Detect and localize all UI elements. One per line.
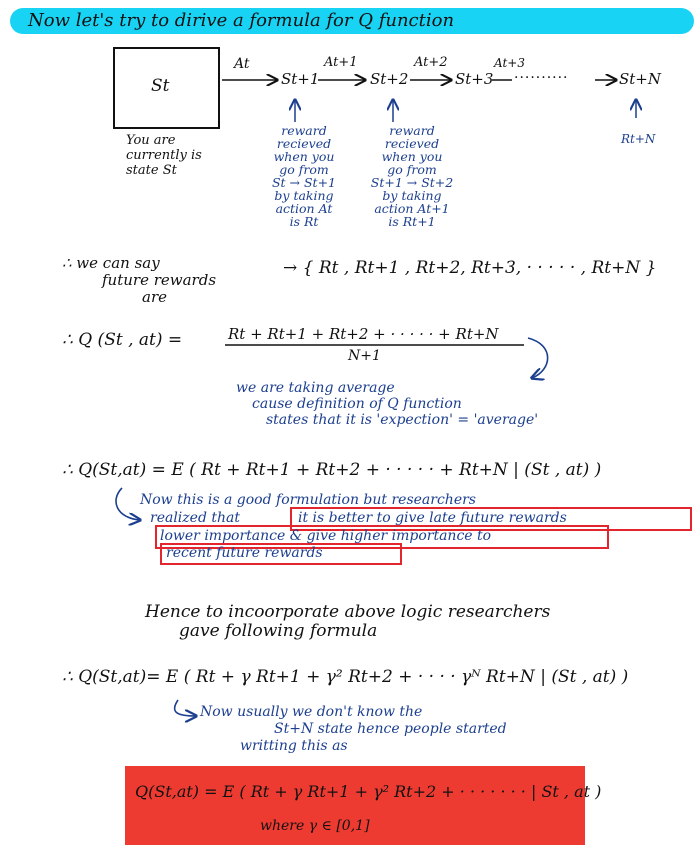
action-label-at: At: [234, 56, 250, 72]
page-title: Now let's try to dirive a formula for Q function: [28, 10, 455, 31]
state-label-st3: St+3: [455, 70, 494, 88]
final-formula-box: [125, 766, 602, 845]
final-condition: where γ ∈ [0,1]: [260, 818, 370, 834]
q-average-lhs: ∴ Q (St , at) =: [62, 330, 183, 350]
state-label-st2: St+2: [370, 70, 409, 88]
final-formula: Q(St,at) = E ( Rt + γ Rt+1 + γ² Rt+2 + · · · · · · · | St , at ): [135, 782, 602, 801]
hence-text: Hence to incoorporate above logic researchers gave following formula: [145, 602, 551, 641]
q-average-note: we are taking average cause definition of Q function states that it is 'expection' = 'average': [236, 380, 539, 428]
highlight-line-1: it is better to give late future rewards: [298, 510, 567, 526]
curved-arrow: [528, 338, 548, 378]
highlight-line-2: lower importance & give higher importance to: [160, 528, 492, 544]
hook-arrow-2: [175, 700, 196, 716]
future-rewards-set: → { Rt , Rt+1 , Rt+2, Rt+3, · · · · · , Rt+N }: [283, 258, 657, 278]
hook-arrow-1: [116, 488, 140, 520]
reward-note-1: reward recieved when you go from St → St+1 by taking action At is Rt: [271, 123, 337, 229]
q-discounted-note: Now usually we don't know the St+N state hence people started writting this as: [200, 704, 507, 754]
ellipsis-dots: ··········: [514, 70, 569, 86]
future-rewards-label: ∴ we can say future rewards are: [62, 254, 217, 306]
reward-label-n: Rt+N: [621, 132, 656, 146]
state-label-stn: St+N: [619, 70, 661, 88]
q-expectation-formula: ∴ Q(St,at) = E ( Rt + Rt+1 + Rt+2 + · · · · · + Rt+N | (St , at) ): [62, 460, 602, 480]
q-average-denominator: N+1: [348, 348, 381, 364]
q-expectation-note: Now this is a good formulation but researchers: [140, 492, 476, 508]
action-label-at1: At+1: [324, 55, 358, 70]
action-label-at2: At+2: [414, 55, 448, 70]
current-state-label: St: [151, 76, 170, 96]
reward-note-2: reward recieved when you go from St+1 → St+2 by taking action At+1 is Rt+1: [370, 123, 454, 229]
q-expectation-note-2: realized that: [150, 510, 240, 526]
highlight-line-3: recent future rewards: [166, 545, 323, 561]
current-state-note: You are currently is state St: [126, 133, 202, 178]
q-discounted-formula: ∴ Q(St,at)= E ( Rt + γ Rt+1 + γ² Rt+2 + · · · · γᴺ Rt+N | (St , at) ): [62, 667, 629, 687]
state-label-st1: St+1: [281, 70, 320, 88]
q-average-numerator: Rt + Rt+1 + Rt+2 + · · · · · + Rt+N: [228, 325, 499, 343]
action-label-at3: At+3: [494, 56, 525, 70]
